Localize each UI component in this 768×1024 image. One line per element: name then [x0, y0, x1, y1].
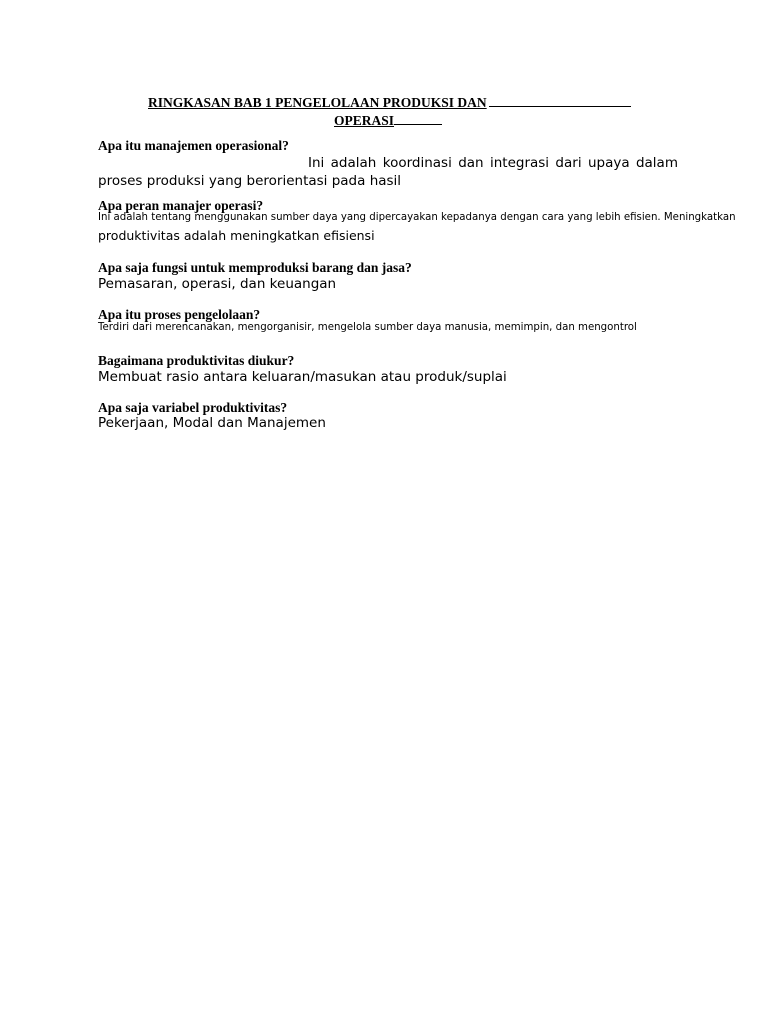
question-1: Apa itu manajemen operasional?: [98, 138, 289, 153]
question-4: Apa itu proses pengelolaan?: [98, 307, 261, 322]
title-underline-fill-1: [489, 95, 631, 107]
answer-3: Pemasaran, operasi, dan keuangan: [98, 276, 337, 292]
question-2: Apa peran manajer operasi?: [98, 198, 264, 213]
answer-2-line-2: produktivitas adalah meningkatkan efisiensi: [98, 228, 375, 243]
question-6: Apa saja variabel produktivitas?: [98, 400, 288, 415]
answer-6: Pekerjaan, Modal dan Manajemen: [98, 415, 326, 431]
title-underline-fill-2: [394, 113, 442, 125]
question-3: Apa saja fungsi untuk memproduksi barang dan jasa?: [98, 260, 412, 275]
answer-2-line-1: Ini adalah tentang menggunakan sumber daya yang dipercayakan kepadanya dengan cara yang lebih efisien. Meningkatkan: [98, 212, 736, 223]
title-text-2: OPERASI: [334, 113, 395, 128]
document-title-line1: [148, 95, 631, 111]
document-title-line2: [334, 113, 442, 129]
answer-5: Membuat rasio antara keluaran/masukan atau produk/suplai: [98, 369, 507, 385]
answer-1: Ini adalah koordinasi dan integrasi dari upaya dalam proses produksi yang berorientasi pada hasil: [98, 155, 678, 189]
question-5: Bagaimana produktivitas diukur?: [98, 353, 295, 368]
title-text-1: RINGKASAN BAB 1 PENGELOLAAN PRODUKSI DAN: [148, 95, 487, 110]
answer-4: Terdiri dari merencanakan, mengorganisir, mengelola sumber daya manusia, memimpin, dan mengontrol: [98, 322, 637, 333]
